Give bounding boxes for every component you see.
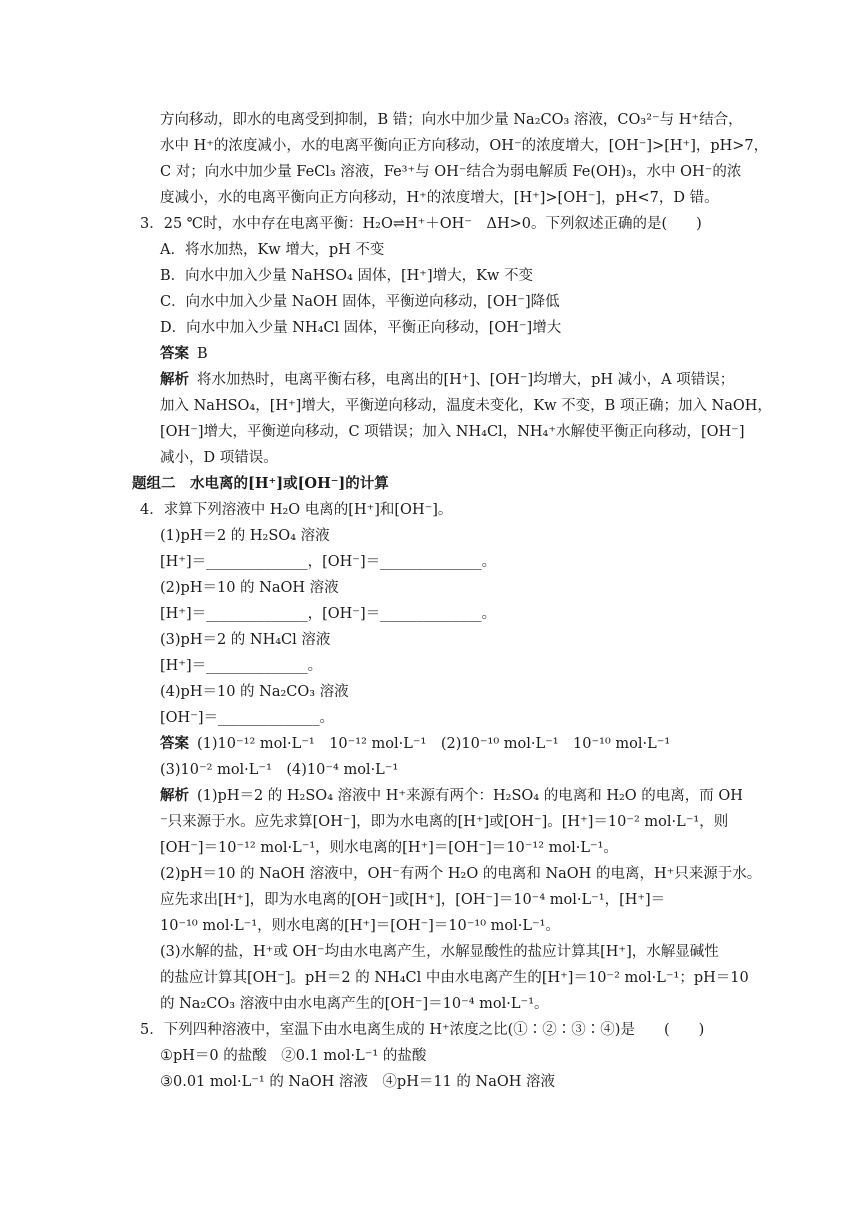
text-line: [OH⁻]＝10⁻¹² mol·L⁻¹，则水电离的[H⁺]＝[OH⁻]＝10⁻¹² mol·L⁻¹。 — [160, 840, 618, 856]
text-line: (3)10⁻² mol·L⁻¹ (4)10⁻⁴ mol·L⁻¹ — [160, 762, 399, 778]
text-line: 加入 NaHSO₄，[H⁺]增大，平衡逆向移动，温度未变化，Kw 不变，B 项正确；加入 NaOH， — [160, 398, 772, 414]
option-a: A．将水加热，Kw 增大，pH 不变 — [160, 242, 385, 258]
text-line: (3)pH＝2 的 NH₄Cl 溶液 — [160, 632, 331, 648]
text-line: ③0.01 mol·L⁻¹ 的 NaOH 溶液 ④pH＝11 的 NaOH 溶液 — [160, 1074, 555, 1090]
answer-line — [160, 734, 670, 754]
text-line: C 对；向水中加少量 FeCl₃ 溶液，Fe³⁺与 OH⁻结合为弱电解质 Fe(OH)₃，水中 OH⁻的浓 — [160, 164, 742, 180]
analysis-line — [160, 786, 743, 806]
answer-text: B — [197, 346, 208, 362]
text-line: 应先求出[H⁺]，即为水电离的[OH⁻]或[H⁺]，[OH⁻]＝10⁻⁴ mol·L⁻¹，[H⁺]＝ — [160, 892, 666, 908]
blank-line: [H⁺]＝______________。 — [160, 658, 323, 674]
text-line: 的 Na₂CO₃ 溶液中由水电离产生的[OH⁻]＝10⁻⁴ mol·L⁻¹。 — [160, 996, 549, 1012]
analysis-text: 将水加热时，电离平衡右移，电离出的[H⁺]、[OH⁻]均增大，pH 减小，A 项错误； — [197, 372, 735, 388]
blank-line: [H⁺]＝______________，[OH⁻]＝______________。 — [160, 606, 497, 622]
text-line: 方向移动，即水的电离受到抑制，B 错；向水中加少量 Na₂CO₃ 溶液，CO₃²⁻与 H⁺结合， — [160, 112, 743, 128]
option-c: C．向水中加入少量 NaOH 固体，平衡逆向移动，[OH⁻]降低 — [160, 294, 560, 310]
blank-line: [H⁺]＝______________，[OH⁻]＝______________。 — [160, 554, 497, 570]
text-line: 10⁻¹⁰ mol·L⁻¹，则水电离的[H⁺]＝[OH⁻]＝10⁻¹⁰ mol·L⁻¹。 — [160, 918, 560, 934]
option-d: D．向水中加入少量 NH₄Cl 固体，平衡正向移动，[OH⁻]增大 — [160, 320, 562, 336]
text-line: 度减小，水的电离平衡向正方向移动，H⁺的浓度增大，[H⁺]>[OH⁻]，pH<7，D 错。 — [160, 190, 719, 206]
section-heading: 题组二 水电离的[H⁺]或[OH⁻]的计算 — [132, 475, 389, 492]
answer-label: 答案 — [160, 345, 189, 362]
text-line: (4)pH＝10 的 Na₂CO₃ 溶液 — [160, 684, 349, 700]
answer-text: (1)10⁻¹² mol·L⁻¹ 10⁻¹² mol·L⁻¹ (2)10⁻¹⁰ mol·L⁻¹ 10⁻¹⁰ mol·L⁻¹ — [197, 736, 671, 752]
text-line: 水中 H⁺的浓度减小，水的电离平衡向正方向移动，OH⁻的浓度增大，[OH⁻]>[H⁺]，pH>7， — [160, 138, 769, 154]
text-line: (2)pH＝10 的 NaOH 溶液中，OH⁻有两个 H₂O 的电离和 NaOH 的电离，H⁺只来源于水。 — [160, 866, 762, 882]
text-line: [OH⁻]增大，平衡逆向移动，C 项错误；加入 NH₄Cl，NH₄⁺水解使平衡正向移动，[OH⁻] — [160, 424, 745, 440]
text-line: ⁻只来源于水。应先求算[OH⁻]，即为水电离的[H⁺]或[OH⁻]。[H⁺]＝10⁻² mol·L⁻¹，则 — [160, 814, 729, 830]
analysis-text: (1)pH＝2 的 H₂SO₄ 溶液中 H⁺来源有两个：H₂SO₄ 的电离和 H₂O 的电离，而 OH — [197, 788, 743, 804]
question-3-stem: 3．25 ℃时，水中存在电离平衡：H₂O⇌H⁺＋OH⁻ ΔH>0。下列叙述正确的是( ) — [140, 216, 702, 232]
answer-label: 答案 — [160, 735, 189, 752]
question-4-stem: 4．求算下列溶液中 H₂O 电离的[H⁺]和[OH⁻]。 — [140, 502, 453, 518]
text-line: 减小，D 项错误。 — [160, 450, 278, 466]
analysis-line — [160, 370, 735, 390]
answer-line — [160, 344, 208, 364]
text-line: 的盐应计算其[OH⁻]。pH＝2 的 NH₄Cl 中由水电离产生的[H⁺]＝10⁻² mol·L⁻¹；pH＝10 — [160, 970, 749, 986]
analysis-label: 解析 — [160, 787, 189, 804]
text-line: ①pH＝0 的盐酸 ②0.1 mol·L⁻¹ 的盐酸 — [160, 1048, 427, 1064]
text-line: (3)水解的盐，H⁺或 OH⁻均由水电离产生，水解显酸性的盐应计算其[H⁺]，水解显碱性 — [160, 944, 719, 960]
analysis-label: 解析 — [160, 371, 189, 388]
text-line: (2)pH＝10 的 NaOH 溶液 — [160, 580, 339, 596]
text-line: (1)pH＝2 的 H₂SO₄ 溶液 — [160, 528, 330, 544]
question-5-stem: 5．下列四种溶液中，室温下由水电离生成的 H⁺浓度之比(①∶②∶③∶④)是 ( ) — [140, 1022, 705, 1038]
option-b: B．向水中加入少量 NaHSO₄ 固体，[H⁺]增大，Kw 不变 — [160, 268, 533, 284]
blank-line: [OH⁻]＝______________。 — [160, 710, 334, 726]
